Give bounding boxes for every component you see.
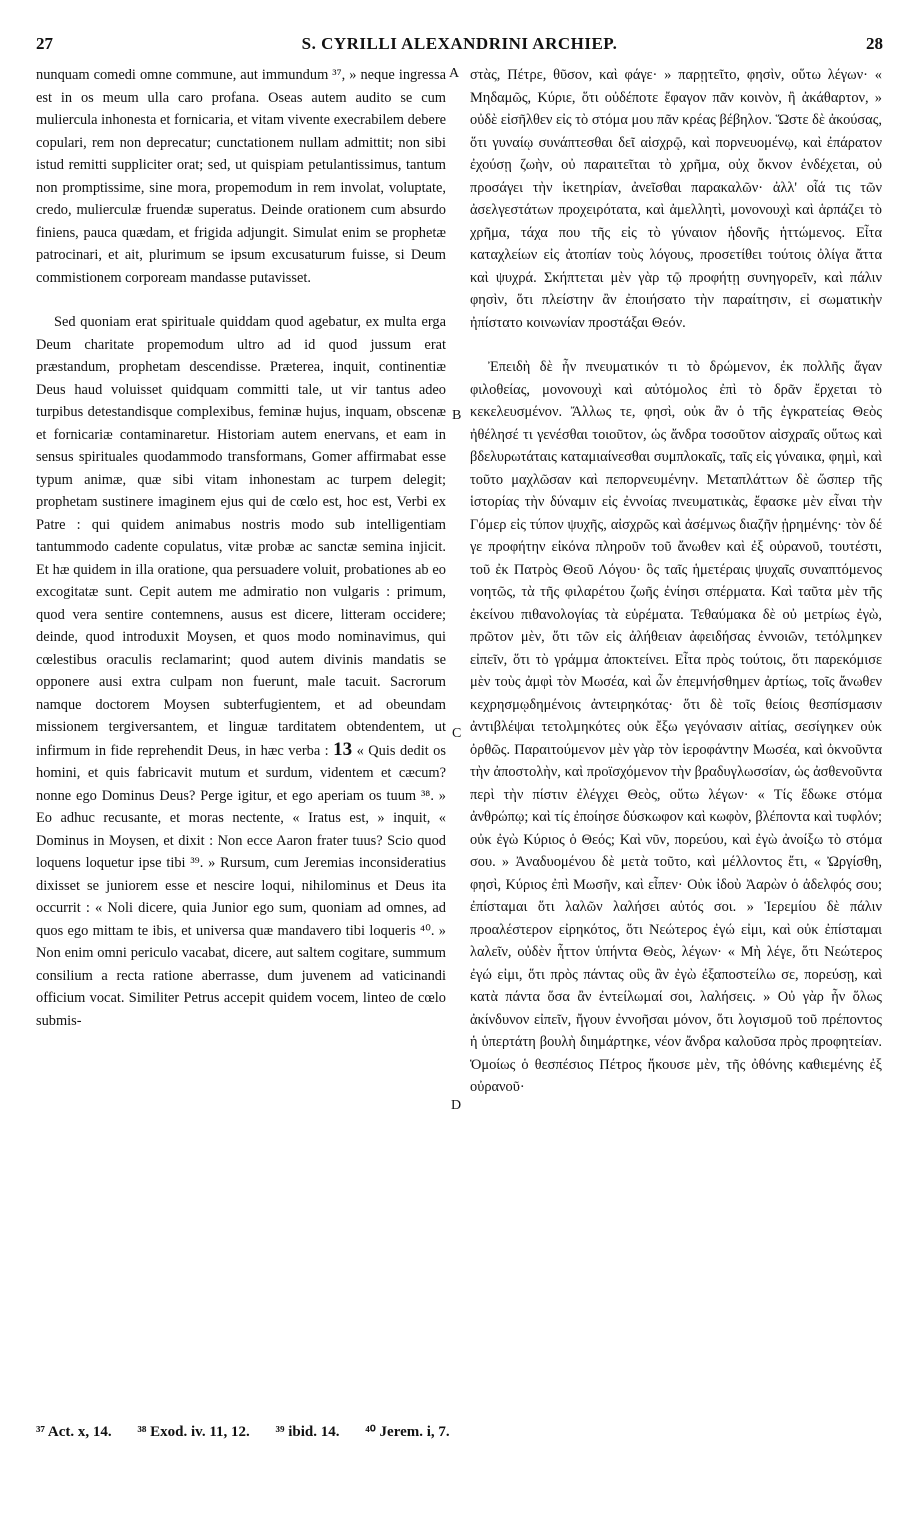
margin-marker-c: C bbox=[452, 726, 462, 741]
footnotes bbox=[36, 1422, 886, 1441]
latin-paragraph-1: nunquam comedi omne commune, aut immundum ³⁷, » neque ingressa est in os meum ulla caro profana. Oseas autem audito se cum muliercula inhonesta et fornicaria, et vitam vivente execrabilem debere copulari, rem non deprecatur; cunctationem nullam admittit; non sibi istud remitti suppliciter orat; sed, ut quispiam petulantissimus, tantum non promptissime, sine mora, propemodum in rem involat, voluptate, credo, mulierculæ fruendæ superatus. Deinde orationem cum absurdo finiens, pauca quædam, et frigida adjungit. Simulat enim se prophetæ patrocinari, et ait, plurimum se ipsum excusaturum fuisse, si Deum commistionem corpoream mandasse putavisset. bbox=[36, 67, 446, 286]
margin-marker-d: D bbox=[451, 1098, 462, 1113]
footnote-40: ⁴⁰ Jerem. i, 7. bbox=[365, 1424, 450, 1440]
section-number: 13 bbox=[333, 738, 353, 760]
greek-paragraph-1: στὰς, Πέτρε, θῦσον, καὶ φάγε· » παρῃτεῖτο, φησὶν, οὕτω λέγων· « Μηδαμῶς, Κύριε, ὅτι οὐδέποτε ἔφαγον πᾶν κοινὸν, ἢ ἀκάθαρτον, » οὐδὲ εἰσῆλθεν εἰς τὸ στόμα μου πᾶν κρέας βέβηλον. Ὥστε δὲ ἀκούσας, ὅτι γυναίῳ συνάπτεσθαι δεῖ αἰσχρῷ, καὶ πορνευομένῳ, καὶ ἐπάρατον ἐχούσῃ ζωὴν, οὐ παραιτεῖται τὸ χρῆμα, οὐχ ὄκνον ἐνδέχεται, οὐ προσάγει τὴν ἱκετηρίαν, ἀνεῖσθαι παρακαλῶν· ἀλλ' οἷά τις τῶν ἀσελγεστάτων προχειρότατα, καὶ ἀμελλητὶ, μονονουχὶ καὶ ἁρπάζει τὸ χρῆμα, τάχα που τῆς εἰς τὸ γύναιον ἡδονῆς ἡττώμενος. Εἶτα καταχλείων εἰς ἀτοπίαν τοὺς λόγους, προσετίθει τούτοις ὀλίγα ἄττα καὶ ψυχρά. Σκήπτεται μὲν γὰρ τῷ προφήτῃ συνηγορεῖν, καὶ πάλιν φησὶν, ὅτι πλείστην ἂν ἐποιήσατο τὴν παραίτησιν, εἰ σωματικὴν ἠπίστατο κοινωνίαν προστάξαι Θεόν. bbox=[470, 67, 882, 331]
margin-marker-a: A bbox=[449, 66, 460, 81]
latin-paragraph-2-part-1: Sed quoniam erat spirituale quiddam quod agebatur, ex multa erga Deum charitate propemodum ultro ad id quod jussum erat præstandum, prophetam descendisse. Præterea, inquit, continentiæ Deus haud voluisset quidquam committi tale, ut vir tantus adeo turpibus detestandisque complexibus, feminæ hujus, inquam, obscenæ et fornicariæ contaminaretur. Historiam autem enervans, et eam in sensus spirituales quodammodo transformans, Gomer affirmabat esse typum animæ, quæ sibi vitam inhonestam ac turpem delegit; prophetam sustinere imaginem ejus qui de cœlo est, hoc est, Verbi ex Patre : qui quidem animabus nostris modo sub intelligentiam tantummodo cadente copulatus, vitæ probæ ac sanctæ semina injicit. Et hæ quidem in illa oratione, qua persuadere voluit, probationes ab eo excogitatæ sunt. Cepit autem me admiratio non vulgaris : primum, quod vera sentire contemnens, ausus est dicere, litteram occidere; deinde, quod introduxit Moysen, et quos modo nominavimus, qui cœlestibus oraculis reclamarint; quod autem divinis mandatis se opponere ausi extra culpam non fuerunt, male tacuit. Sacrorum namque doctorem Moysen subterfugientem, et ad obeundam missionem tergiversantem, et linguæ tarditatem obtendentem, ut infirmum in fide reprehendit Deus, in hæc verba : bbox=[36, 314, 446, 759]
running-title: S. CYRILLI ALEXANDRINI ARCHIEP. bbox=[301, 34, 618, 53]
page-number-left: 27 bbox=[36, 34, 53, 53]
greek-paragraph-2: Ἐπειδὴ δὲ ἦν πνευματικόν τι τὸ δρώμενον, ἐκ πολλῆς ἄγαν φιλοθείας, μονονουχὶ καὶ αὐτόμολος ἐπὶ τὸ δρᾶν ἔρχεται τὸ κεκελευσμένον. Ἄλλως τε, φησὶ, οὐκ ἂν ὁ τῆς ἐγκρατείας Θεὸς ἠθέλησέ τι γενέσθαι τοιοῦτον, ὡς ἄνδρα τοσοῦτον αἰσχραῖς οὕτως καὶ βδελυρωτάταις καταμιαίνεσθαι συμπλοκαῖς, ταῖς εἰς γύναικα, φημὶ, καὶ τοῦτο μαχλῶσαν καὶ πεπορνευμένην. Μεταπλάττων δὲ ὥσπερ τῆς ἱστορίας τὴν δύναμιν εἰς ἐννοίας πνευματικὰς, ἔφασκε μὲν εἶναι τὴν Γόμερ εἰς τύπον ψυχῆς, αἰσχρῶς καὶ ἀσέμνως διαζῆν ᾑρημένης· τὸν δέ γε προφήτην εἰκόνα πληροῦν τοῦ ἄνωθεν καὶ ἐξ οὐρανοῦ, τουτέστι, τοῦ ἐκ Πατρὸς Θεοῦ Λόγου· ὃς ταῖς ἡμετέραις ψυχαῖς συναπτόμενος νοητῶς, τὰ τῆς φιλαρέτου ζωῆς ἐνίησι σπέρματα. Καὶ ταῦτα μὲν τῆς ἐκείνου πιθανολογίας τὰ εὑρέματα. Τεθαύμακα δὲ οὐ μετρίως ἐγὼ, πρῶτον μὲν, ὅτι τῶν εἰς ἀλήθειαν ἀφειδήσας ἐννοιῶν, τετόλμηκεν εἰπεῖν, ὅτι τὸ γράμμα ἀποκτείνει. Εἶτα πρὸς τούτοις, ὅτι παρεκόμισε μὲν τοὺς ἀμφὶ τὸν Μωσέα, καὶ ὧν ἐπεμνήσθημεν ἀρτίως, τοῖς ἄνωθεν κεχρησμῳδημένοις ἀντειρηκότας· ὅτι δὲ τοῖς θείοις θεσπίσμασιν ἀντιβλέψαι τετολμηκότες οὐκ ἔξω γεγόνασιν αἰτίας, σεσίγηκεν οὐκ ὀρθῶς. Παραιτούμενον μὲν γὰρ τὸν ἱεροφάντην Μωσέα, καὶ ὀκνοῦντα τὴν ἀποστολὴν, καὶ προϊσχόμενον τὴν βραδυγλωσσίαν, ὡς ἀσθενοῦντα περὶ τὴν πίστιν ἐλέγχει Θεὸς, οὕτω λέγων· « Τίς ἔδωκε στόμα ἀνθρώπῳ; καὶ τίς ἐποίησε δύσκωφον καὶ κωφὸν, βλέποντα καὶ τυφλόν; οὐκ ἐγὼ Κύριος ὁ Θεός; Καὶ νῦν, πορεύου, καὶ ἐγὼ ἀνοίξω τὸ στόμα σου. » Ἀναδυομένου δὲ μετὰ τοῦτο, καὶ μέλλοντος ἔτι, « Ὠργίσθη, φησὶ, Κύριος ἐπὶ Μωσῆν, καὶ εἶπεν· Οὐκ ἰδοὺ Ἀαρὼν ὁ ἀδελφός σου; ἐπίσταμαι ὅτι λαλῶν λαλήσει αὐτός σοι. » Ἱερεμίου δὲ πάλιν προαλέστερον εἰρηκότος, ὅτι Νεώτερος ἐγώ εἰμι, καὶ οὐκ ἐπίσταμαι λαλεῖν, οὐδὲν ἧττον ὑπήντα Θεὸς, λέγων· « Μὴ λέγε, ὅτι Νεώτερος ἐγώ εἰμι, ὅτι πρὸς πάντας οὓς ἂν ἐγὼ ἐξαποστείλω σε, πορεύσῃ, καὶ κατὰ πάντα ὅσα ἂν ἐντείλωμαί σοι, λαλήσεις. » Οὐ γὰρ ἦν ὅλως ἀκίνδυνον εἰπεῖν, ἤγουν ἐννοῆσαι μόνον, ὅτι λογισμοῦ τοῦ πρέποντος ἡ ὑπερτάτη βουλὴ διημάρτηκε, νέον ἄνδρα καλοῦσα πρὸς προφητείαν. Ὁμοίως ὁ θεσπέσιος Πέτρος ἤκουσε μὲν, τῆς ὀθόνης καθιεμένης ἐξ οὐρανοῦ· bbox=[470, 359, 882, 1095]
latin-paragraph-2 bbox=[36, 311, 446, 1032]
latin-column bbox=[36, 64, 446, 1032]
running-header bbox=[36, 34, 883, 56]
margin-marker-b: B bbox=[452, 408, 462, 423]
greek-column bbox=[470, 64, 882, 1099]
footnote-38: ³⁸ Exod. iv. 11, 12. bbox=[137, 1424, 250, 1440]
page-number-right: 28 bbox=[866, 34, 883, 53]
footnote-37: ³⁷ Act. x, 14. bbox=[36, 1424, 112, 1440]
latin-paragraph-2-part-2: « Quis dedit os homini, et quis fabricavit mutum et surdum, videntem et cæcum? nonne ego Dominus Deus? Perge igitur, et ego aperiam os tuum ³⁸. » Eo adhuc recusante, et moras nectente, « Iratus est, » inquit, « Dominus in Moysen, et dixit : Non ecce Aaron frater tuus? Scio quod loquens loquetur ipse tibi ³⁹. » Rursum, cum Jeremias inconsideratius dixisset se juniorem esse et nescire loqui, nihilominus et Deus ita occurrit : « Noli dicere, quia Junior ego sum, quoniam ad omnes, ad quos ego mittam te ibis, et universa quæ mandavero tibi loqueris ⁴⁰. » Non enim omni periculo vacabat, dicere, aut saltem cogitare, summum consilium a recta ratione aberrasse, dum juvenem ad vaticinandi officium vocat. Similiter Petrus accepit quidem vocem, linteo de cœlo submis- bbox=[36, 742, 446, 1029]
footnote-39: ³⁹ ibid. 14. bbox=[275, 1424, 340, 1440]
